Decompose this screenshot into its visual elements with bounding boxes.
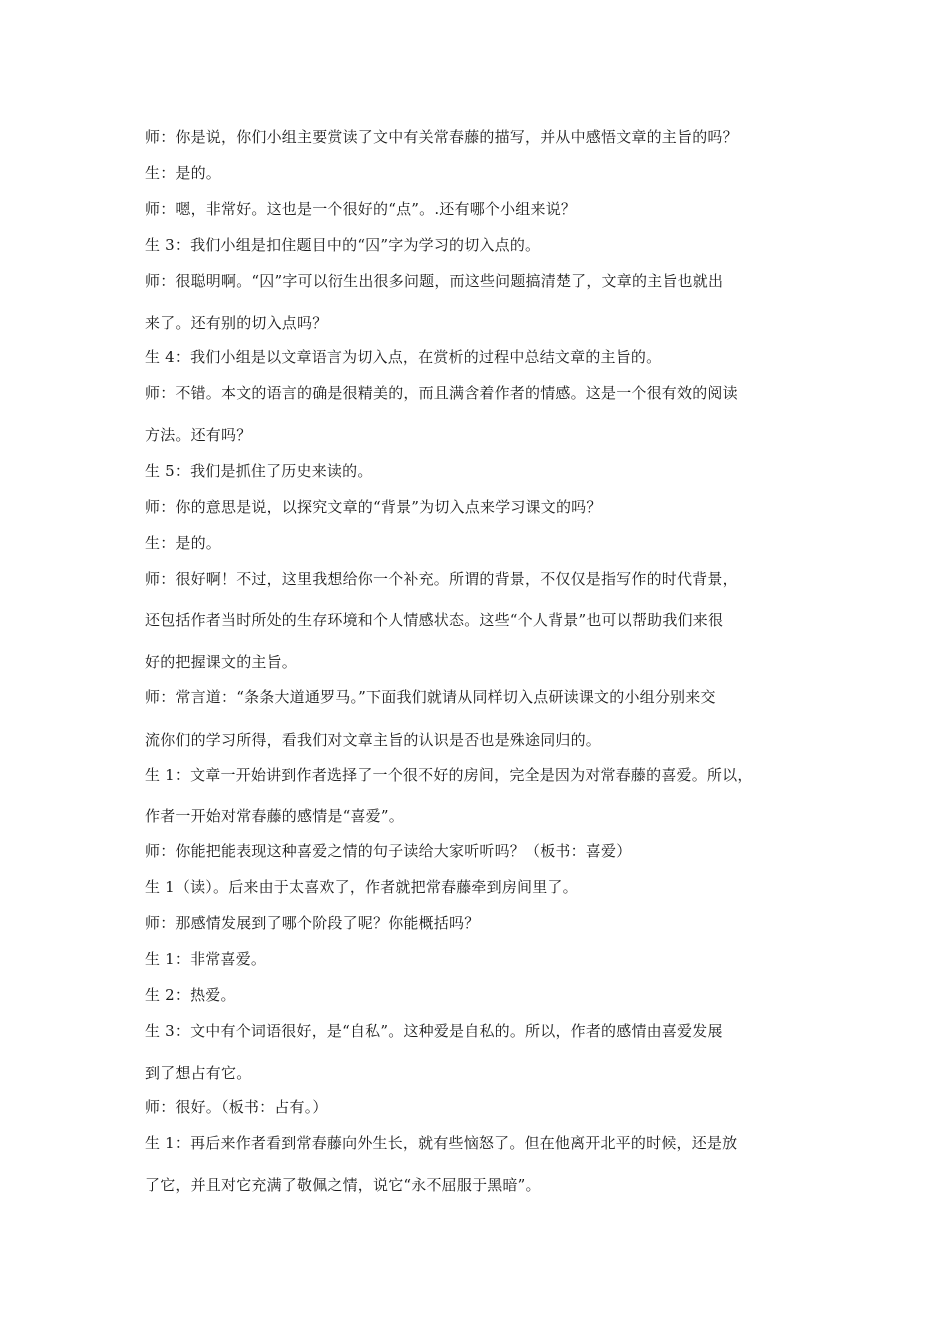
- text-line: 生 4：我们小组是以文章语言为切入点，在赏析的过程中总结文章的主旨的。: [145, 348, 662, 366]
- text-line: 生：是的。: [145, 164, 222, 182]
- text-line: 生 3：我们小组是扣住题目中的“囚”字为学习的切入点的。: [145, 236, 541, 254]
- text-line: 方法。还有吗？: [145, 426, 252, 444]
- text-line: 了它，并且对它充满了敬佩之情，说它“永不屈服于黑暗”。: [145, 1176, 541, 1194]
- text-line: 师：常言道：“条条大道通罗马。”下面我们就请从同样切入点研读课文的小组分别来交: [145, 688, 716, 706]
- text-line: 师：那感情发展到了哪个阶段了呢？你能概括吗？: [145, 914, 480, 932]
- text-line: 师：嗯，非常好。这也是一个很好的“点”。.还有哪个小组来说？: [145, 200, 577, 218]
- text-line: 来了。还有别的切入点吗？: [145, 314, 328, 332]
- text-line: 生 2：热爱。: [145, 986, 236, 1004]
- text-line: 师：很好啊！不过，这里我想给你一个补充。所谓的背景，不仅仅是指写作的时代背景，: [145, 570, 738, 588]
- text-line: 生 1：再后来作者看到常春藤向外生长，就有些恼怒了。但在他离开北平的时候，还是放: [145, 1134, 738, 1152]
- text-line: 师：很好。（板书：占有。）: [145, 1098, 328, 1116]
- text-line: 师：你是说，你们小组主要赏读了文中有关常春藤的描写，并从中感悟文章的主旨的吗？: [145, 128, 738, 146]
- text-line: 师：你能把能表现这种喜爱之情的句子读给大家听听吗？（板书：喜爱）: [145, 842, 632, 860]
- text-line: 生 3：文中有个词语很好，是“自私”。这种爱是自私的。所以，作者的感情由喜爱发展: [145, 1022, 723, 1040]
- text-line: 流你们的学习所得，看我们对文章主旨的认识是否也是殊途同归的。: [145, 731, 602, 749]
- text-line: 师：你的意思是说，以探究文章的“背景”为切入点来学习课文的吗？: [145, 498, 602, 516]
- text-line: 师：很聪明啊。“囚”字可以衍生出很多问题，而这些问题搞清楚了，文章的主旨也就出: [145, 272, 724, 290]
- text-line: 师：不错。本文的语言的确是很精美的，而且满含着作者的情感。这是一个很有效的阅读: [145, 384, 738, 402]
- text-line: 还包括作者当时所处的生存环境和个人情感状态。这些“个人背景”也可以帮助我们来很: [145, 611, 724, 629]
- text-line: 生：是的。: [145, 534, 222, 552]
- text-line: 生 1：文章一开始讲到作者选择了一个很不好的房间，完全是因为对常春藤的喜爱。所以，: [145, 766, 753, 784]
- text-line: 到了想占有它。: [145, 1064, 252, 1082]
- text-line: 好的把握课文的主旨。: [145, 653, 298, 671]
- text-line: 生 1：非常喜爱。: [145, 950, 267, 968]
- text-line: 生 1（读）。后来由于太喜欢了，作者就把常春藤牵到房间里了。: [145, 878, 578, 896]
- text-line: 生 5：我们是抓住了历史来读的。: [145, 462, 373, 480]
- text-line: 作者一开始对常春藤的感情是“喜爱”。: [145, 807, 404, 825]
